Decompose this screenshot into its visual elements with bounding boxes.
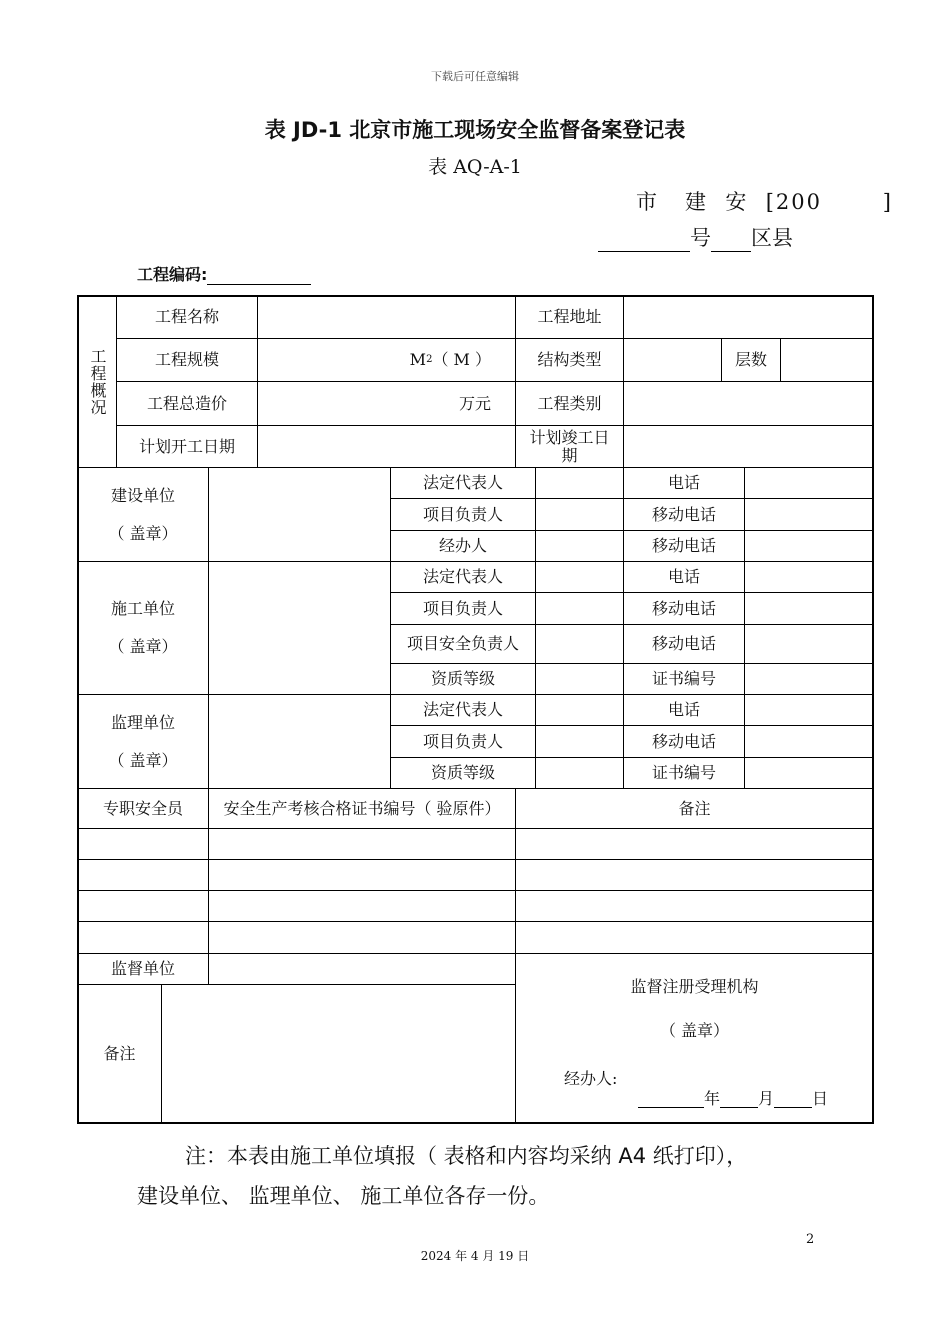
page-header: 下载后可任意编辑 [431, 70, 519, 83]
note-line-1: 注：本表由施工单位填报（ 表格和内容均采纳 A4 纸打印）， [185, 1144, 748, 1168]
oversight-remark-field[interactable] [161, 984, 516, 1124]
owner-project-manager-label: 项目负责人 [390, 498, 536, 531]
supervisor-project-manager-field[interactable] [535, 725, 624, 758]
construction-owner-label: 建设单位 （ 盖章） [77, 467, 209, 562]
safety-certificate-row-2[interactable] [208, 859, 516, 891]
project-code: 工程编码: [137, 262, 311, 285]
owner-handler-mobile-field[interactable] [744, 530, 874, 562]
supervisor-field[interactable] [208, 694, 391, 789]
contractor-field[interactable] [208, 561, 391, 695]
planned-finish-label: 计划竣工日期 [515, 425, 624, 468]
safety-certificate-header: 安全生产考核合格证书编号（ 验原件） [208, 788, 516, 829]
supervisor-phone-field[interactable] [744, 694, 874, 726]
safety-officer-header: 专职安全员 [77, 788, 209, 829]
safety-remark-row-1[interactable] [515, 828, 874, 860]
contractor-label: 施工单位 （ 盖章） [77, 561, 209, 695]
supervisor-qualification-field[interactable] [535, 757, 624, 789]
project-address-label: 工程地址 [515, 295, 624, 339]
project-category-field[interactable] [623, 381, 874, 426]
planned-start-label: 计划开工日期 [116, 425, 258, 468]
oversight-unit-label: 监督单位 [77, 953, 209, 985]
project-scale-label: 工程规模 [116, 338, 258, 382]
agency-label: 监督注册受理机构 [630, 977, 759, 996]
supervisor-phone-label: 电话 [623, 694, 745, 726]
supervisor-legal-rep-field[interactable] [535, 694, 624, 726]
structure-type-field[interactable] [623, 338, 722, 382]
document-number-line1: 市 建 安 [200 ] [636, 190, 893, 214]
safety-officer-row-3[interactable] [77, 890, 209, 922]
safety-remark-header: 备注 [515, 788, 874, 829]
contractor-mobile-field[interactable] [744, 592, 874, 625]
safety-officer-row-4[interactable] [77, 921, 209, 954]
contractor-phone-label: 电话 [623, 561, 745, 593]
safety-certificate-row-1[interactable] [208, 828, 516, 860]
supervisor-qualification-label: 资质等级 [390, 757, 536, 789]
floors-label: 层数 [721, 338, 781, 382]
safety-officer-row-2[interactable] [77, 859, 209, 891]
project-name-label: 工程名称 [116, 295, 258, 339]
document-number-line2: 号 区县 [598, 222, 793, 252]
project-name-field[interactable] [257, 295, 516, 339]
project-category-label: 工程类别 [515, 381, 624, 426]
form-subtitle: 表 AQ-A-1 [428, 156, 522, 178]
total-cost-field[interactable]: 万元 [257, 381, 516, 426]
supervisor-legal-rep-label: 法定代表人 [390, 694, 536, 726]
contractor-project-manager-label: 项目负责人 [390, 592, 536, 625]
supervisor-mobile-field[interactable] [744, 725, 874, 758]
contractor-safety-mobile-label: 移动电话 [623, 624, 745, 664]
contractor-legal-rep-field[interactable] [535, 561, 624, 593]
registration-agency-box [515, 953, 874, 1124]
oversight-unit-field[interactable] [208, 953, 516, 985]
contractor-project-manager-field[interactable] [535, 592, 624, 625]
owner-handler-field[interactable] [535, 530, 624, 562]
project-scale-field[interactable]: M 2 （ M ） [257, 338, 516, 382]
owner-phone-label: 电话 [623, 467, 745, 499]
contractor-safety-manager-field[interactable] [535, 624, 624, 664]
oversight-remark-label: 备注 [77, 984, 162, 1124]
safety-remark-row-4[interactable] [515, 921, 874, 954]
contractor-certificate-field[interactable] [744, 663, 874, 695]
safety-certificate-row-4[interactable] [208, 921, 516, 954]
supervisor-mobile-label: 移动电话 [623, 725, 745, 758]
structure-type-label: 结构类型 [515, 338, 624, 382]
safety-officer-row-1[interactable] [77, 828, 209, 860]
contractor-qualification-label: 资质等级 [390, 663, 536, 695]
page-number: 2 [806, 1232, 815, 1247]
supervisor-project-manager-label: 项目负责人 [390, 725, 536, 758]
agency-date[interactable]: 年 月 日 [638, 1090, 828, 1108]
agency-handler-label: 经办人: [564, 1069, 618, 1088]
owner-legal-rep-label: 法定代表人 [390, 467, 536, 499]
project-code-field[interactable] [207, 268, 311, 285]
owner-phone-field[interactable] [744, 467, 874, 499]
total-cost-label: 工程总造价 [116, 381, 258, 426]
agency-seal: （ 盖章） [659, 1021, 730, 1040]
owner-handler-label: 经办人 [390, 530, 536, 562]
footer-date: 2024 年 4 月 19 日 [420, 1249, 530, 1263]
contractor-legal-rep-label: 法定代表人 [390, 561, 536, 593]
supervisor-label: 监理单位 （ 盖章） [77, 694, 209, 789]
safety-certificate-row-3[interactable] [208, 890, 516, 922]
planned-finish-field[interactable] [623, 425, 874, 468]
owner-handler-mobile-label: 移动电话 [623, 530, 745, 562]
note-line-2: 建设单位、 监理单位、 施工单位各存一份。 [137, 1184, 550, 1208]
contractor-mobile-label: 移动电话 [623, 592, 745, 625]
owner-project-manager-field[interactable] [535, 498, 624, 531]
safety-remark-row-2[interactable] [515, 859, 874, 891]
contractor-certificate-label: 证书编号 [623, 663, 745, 695]
supervisor-certificate-field[interactable] [744, 757, 874, 789]
owner-mobile-label: 移动电话 [623, 498, 745, 531]
contractor-phone-field[interactable] [744, 561, 874, 593]
safety-remark-row-3[interactable] [515, 890, 874, 922]
contractor-qualification-field[interactable] [535, 663, 624, 695]
construction-owner-field[interactable] [208, 467, 391, 562]
contractor-safety-manager-label: 项目安全负责人 [390, 624, 536, 664]
owner-legal-rep-field[interactable] [535, 467, 624, 499]
form-title: 表 JD-1 北京市施工现场安全监督备案登记表 [264, 118, 686, 142]
owner-mobile-field[interactable] [744, 498, 874, 531]
floors-field[interactable] [780, 338, 874, 382]
contractor-safety-mobile-field[interactable] [744, 624, 874, 664]
project-address-field[interactable] [623, 295, 874, 339]
planned-start-field[interactable] [257, 425, 516, 468]
overview-side-label: 工程概况 [77, 295, 117, 468]
supervisor-certificate-label: 证书编号 [623, 757, 745, 789]
